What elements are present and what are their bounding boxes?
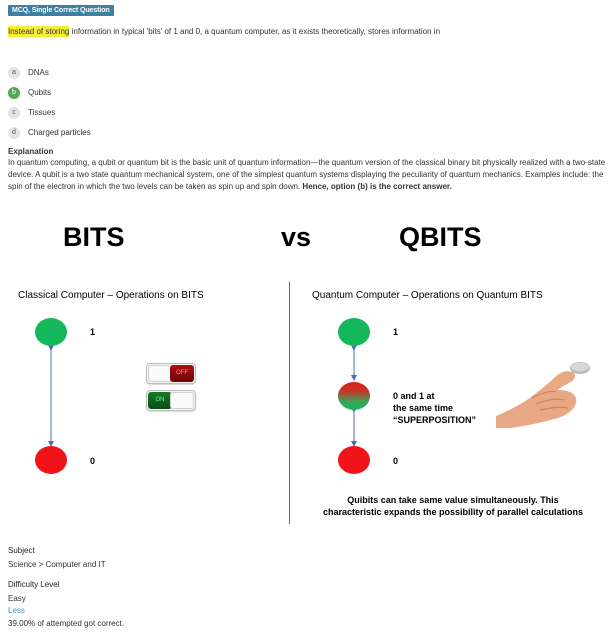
explanation-title: Explanation [8,147,54,156]
option-letter: a [8,67,20,79]
switch-on-label: ON [148,392,172,409]
subject-value: Science > Computer and IT [8,560,106,569]
option-letter: c [8,107,20,119]
less-toggle-link[interactable]: Less [8,606,25,615]
options-list [8,66,91,146]
classical-panel-title: Classical Computer – Operations on BITS [18,290,204,301]
classical-one-label: 1 [90,327,96,337]
bits-vs-qubits-figure [0,220,611,538]
superposition-line-1: 0 and 1 at [393,391,435,401]
question-rest: information in typical 'bits' of 1 and 0, a quantum computer, as it exists theoretically, stores information in [69,27,441,36]
question-text [8,27,440,36]
superposition-line-3: “SUPERPOSITION” [393,415,477,425]
option-b[interactable] [8,86,91,99]
qubit-zero-label: 0 [393,456,399,466]
option-label: DNAs [28,68,49,77]
switch-off-label: OFF [170,365,194,382]
on-switch-icon [146,390,196,411]
bits-heading: BITS [63,222,125,252]
option-a[interactable] [8,66,91,79]
classical-one-node [35,318,67,346]
off-switch-icon [146,363,196,384]
option-label: Charged particles [28,128,91,137]
explanation-body [8,157,608,193]
superposition-node [338,382,370,410]
qubit-one-label: 1 [393,327,399,337]
classical-zero-label: 0 [90,456,96,466]
explanation-text: In quantum computing, a qubit or quantum bit is the basic unit of quantum information—the quantum version of the classical binary bit physically realized with a two-state device. A qubit is a two state quantum mechanical system, one of the simplest quantum systems displaying the peculiarity of quantum mechanics. Examples include: the spin of the electron in which the two levels can be taken as spin up and spin down. [8,158,606,191]
question-highlight: Instead of storing [8,27,70,36]
option-label: Tissues [28,108,56,117]
option-c[interactable] [8,106,91,119]
option-d[interactable] [8,126,91,139]
option-letter: d [8,127,20,139]
qbits-heading: QBITS [399,222,482,252]
attempt-stats: 39.00% of attempted got correct. [8,619,125,628]
option-label: Qubits [28,88,52,97]
coin-flip-hand-image [496,354,594,428]
difficulty-value: Easy [8,594,26,603]
subject-label: Subject [8,546,35,555]
vs-heading: vs [281,222,312,252]
question-type-badge: MCQ, Single Correct Question [8,5,114,16]
explanation-conclusion: Hence, option (b) is the correct answer. [302,182,452,191]
qubit-caption: Quibits can take same value simultaneously. This characteristic expands the possibility of parallel calculations [322,495,584,517]
quantum-panel-title: Quantum Computer – Operations on Quantum BITS [312,290,543,301]
qubit-one-node [338,318,370,346]
superposition-line-2: the same time [393,403,454,413]
option-letter-correct: b [8,87,20,99]
classical-zero-node [35,446,67,474]
qubit-zero-node [338,446,370,474]
difficulty-label: Difficulty Level [8,580,60,589]
